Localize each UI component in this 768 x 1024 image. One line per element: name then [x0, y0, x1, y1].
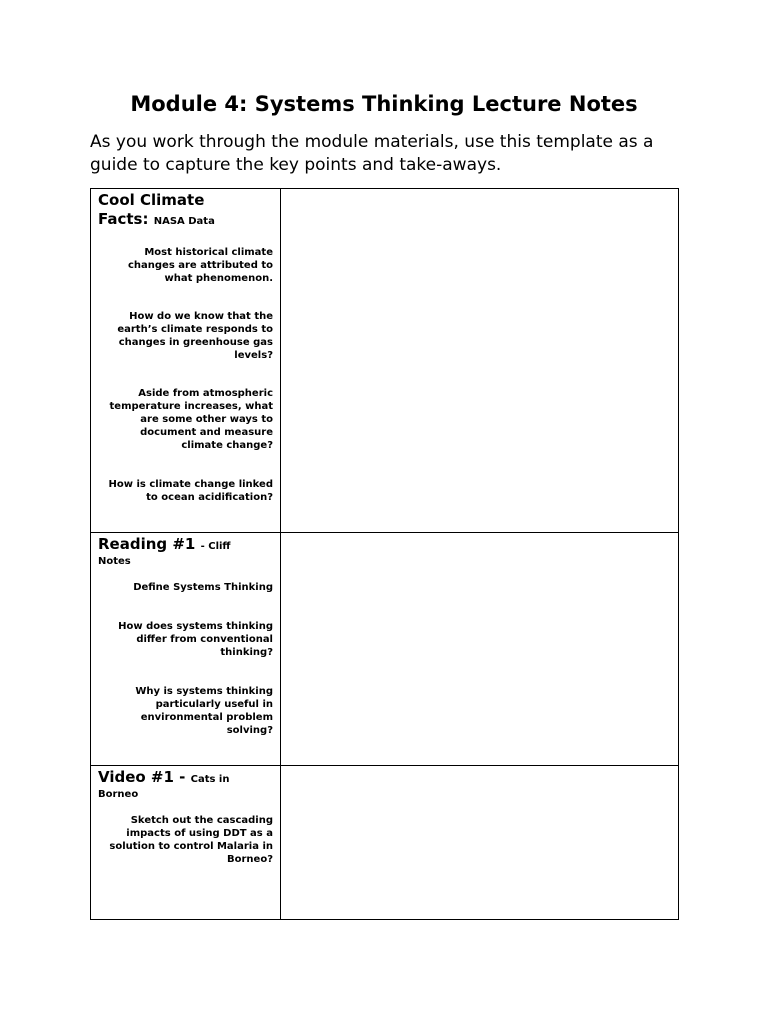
question: Aside from atmospheric temperature increases, what are some other ways to document and measure climate change?: [109, 388, 273, 451]
heading-main-line1: Cool Climate: [98, 191, 205, 209]
heading-sub-line2: Borneo: [98, 789, 139, 800]
heading-main-line2: Facts:: [98, 210, 149, 228]
section-prompt-cell: [91, 766, 281, 920]
section-row-video: [91, 766, 679, 920]
heading-sub: Cats in: [190, 774, 230, 785]
question: Sketch out the cascading impacts of using DDT as a solution to control Malaria in: [109, 815, 273, 852]
question: How does systems thinking differ from conventional thinking?: [118, 621, 273, 658]
question: Define Systems Thinking: [133, 582, 273, 593]
notes-area[interactable]: [281, 189, 679, 533]
question: How is climate change linked to ocean acidification?: [108, 479, 273, 503]
section-heading: [98, 535, 273, 556]
notes-area[interactable]: [281, 533, 679, 766]
heading-main: Reading #1: [98, 535, 196, 553]
question: How do we know that the earth’s climate responds to changes in greenhouse gas levels?: [117, 311, 273, 361]
section-row-climate: [91, 189, 679, 533]
intro-paragraph: As you work through the module materials, use this template as a guide to capture the key points and take-aways.: [90, 132, 654, 175]
page-title: Module 4: Systems Thinking Lecture Notes: [130, 92, 638, 116]
question: Most historical climate changes are attributed to what phenomenon.: [127, 247, 273, 284]
section-heading: [98, 191, 273, 231]
question-continued: Borneo?: [227, 854, 273, 865]
heading-sub: - Cliff: [200, 541, 231, 552]
heading-line2: [98, 210, 273, 231]
notes-area[interactable]: [281, 766, 679, 920]
section-prompt-cell: [91, 189, 281, 533]
question: Why is systems thinking particularly useful in environmental problem solving?: [135, 686, 273, 736]
heading-sub: NASA Data: [153, 216, 215, 227]
section-row-reading: [91, 533, 679, 766]
heading-sub-line2: Notes: [98, 556, 131, 567]
heading-main: Video #1 -: [98, 768, 186, 786]
section-heading: [98, 768, 273, 789]
section-prompt-cell: [91, 533, 281, 766]
notes-table: [90, 188, 679, 920]
